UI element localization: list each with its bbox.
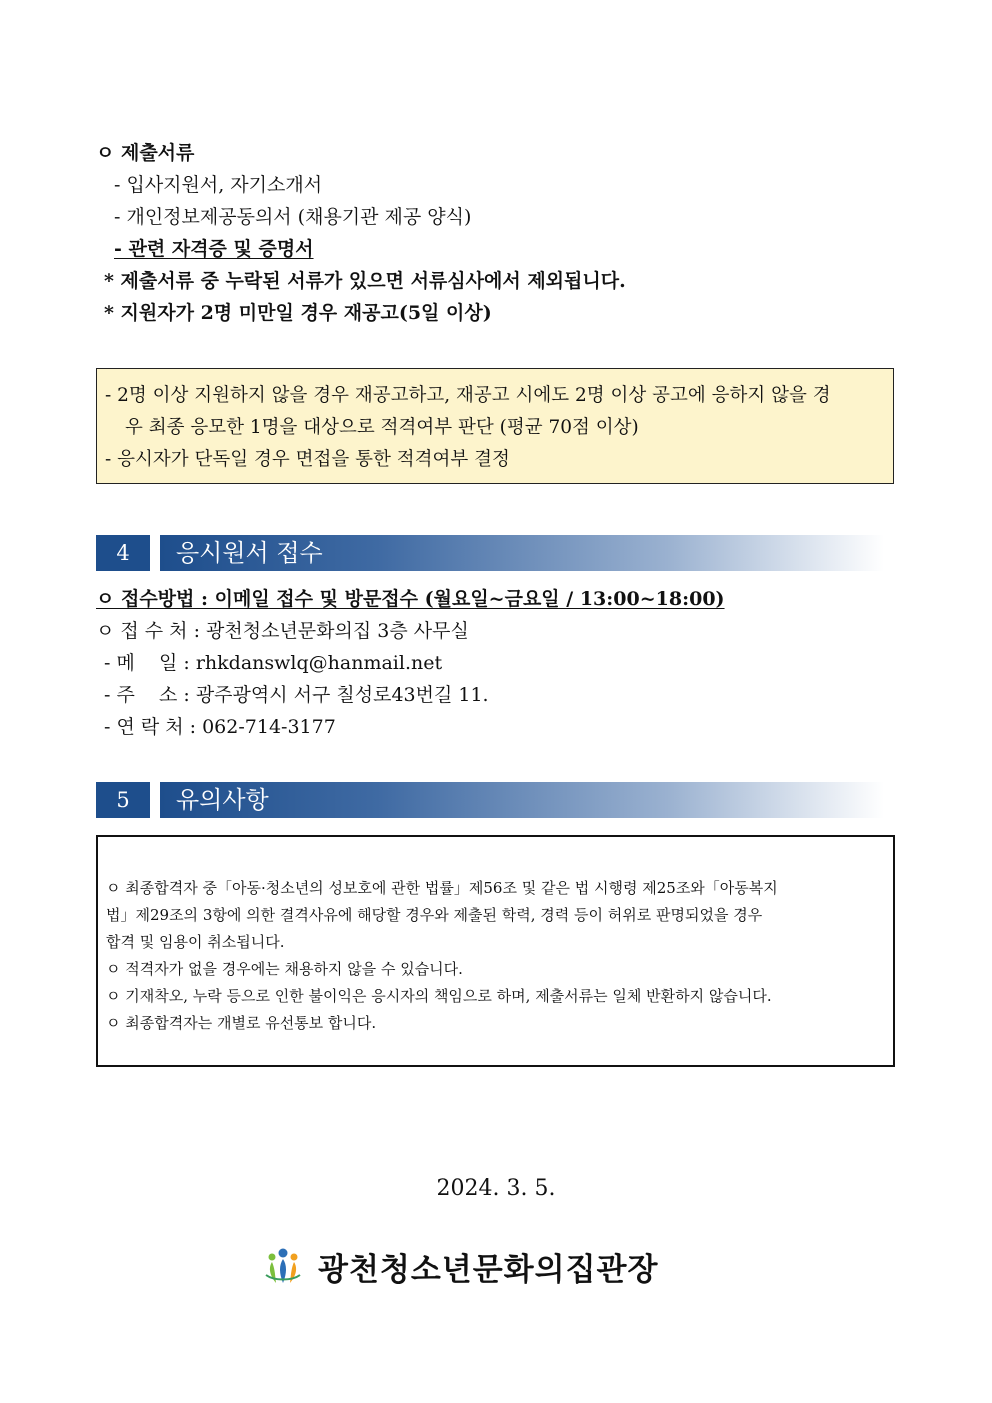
documents-item-2: - 개인정보제공동의서 (채용기관 제공 양식) bbox=[114, 206, 472, 228]
contact-phone-label: - 연 락 처 : bbox=[104, 716, 197, 738]
section-5-number: 5 bbox=[96, 782, 150, 818]
retender-line-3: - 응시자가 단독일 경우 면접을 통한 적격여부 결정 bbox=[105, 449, 510, 470]
section-5-title: 유의사항 bbox=[160, 782, 884, 818]
submission-place-value: 광천청소년문화의집 3층 사무실 bbox=[206, 620, 469, 642]
documents-heading: ㅇ 제출서류 bbox=[96, 142, 195, 164]
organization-logo-icon bbox=[262, 1245, 304, 1287]
submission-method: ㅇ 접수방법 : 이메일 접수 및 방문접수 (월요일~금요일 / 13:00~18:00) bbox=[96, 588, 725, 610]
retender-line-1: - 2명 이상 지원하지 않을 경우 재공고하고, 재공고 시에도 2명 이상 공고에 응하지 않을 경 bbox=[105, 385, 831, 406]
submission-place-label: ㅇ 접 수 처 : bbox=[96, 620, 200, 642]
retender-line-2: 우 최종 응모한 1명을 대상으로 적격여부 판단 (평균 70점 이상) bbox=[125, 417, 639, 438]
caution-line-6: ㅇ 최종합격자는 개별로 유선통보 합니다. bbox=[106, 1014, 377, 1032]
documents-note-2: * 지원자가 2명 미만일 경우 재공고(5일 이상) bbox=[104, 302, 492, 324]
caution-line-4: ㅇ 적격자가 없을 경우에는 채용하지 않을 수 있습니다. bbox=[106, 960, 463, 978]
signature-text: 광천청소년문화의집관장 bbox=[318, 1251, 659, 1288]
contact-address-label: - 주 소 : bbox=[104, 684, 190, 706]
documents-item-3 bbox=[114, 236, 314, 262]
contact-email-label: - 메 일 : bbox=[104, 652, 190, 674]
documents-item-3-text: - 관련 자격증 및 증명서 bbox=[114, 238, 314, 260]
caution-line-1: ㅇ 최종합격자 중「아동·청소년의 성보호에 관한 법률」제56조 및 같은 법 시행령 제25조와「아동복지 bbox=[106, 879, 778, 897]
contact-address-value: 광주광역시 서구 칠성로43번길 11. bbox=[195, 684, 489, 706]
documents-item-1: - 입사지원서, 자기소개서 bbox=[114, 174, 323, 196]
caution-line-3: 합격 및 임용이 취소됩니다. bbox=[106, 933, 285, 951]
section-4-title: 응시원서 접수 bbox=[160, 535, 884, 571]
caution-line-2: 법」제29조의 3항에 의한 결격사유에 해당할 경우와 제출된 학력, 경력 등이 허위로 판명되었을 경우 bbox=[106, 906, 763, 924]
submission-place bbox=[96, 618, 469, 644]
contact-email bbox=[104, 650, 442, 676]
contact-email-value[interactable]: rhkdanswlq@hanmail.net bbox=[195, 652, 443, 674]
documents-note-1: * 제출서류 중 누락된 서류가 있으면 서류심사에서 제외됩니다. bbox=[104, 270, 626, 292]
cautions-box bbox=[96, 835, 895, 1067]
signature-block bbox=[262, 1238, 658, 1294]
section-4-number: 4 bbox=[96, 535, 150, 571]
retender-notice-box bbox=[96, 368, 894, 484]
caution-line-5: ㅇ 기재착오, 누락 등으로 인한 불이익은 응시자의 책임으로 하며, 제출서류는 일체 반환하지 않습니다. bbox=[106, 987, 772, 1005]
contact-phone bbox=[104, 714, 336, 740]
contact-phone-value: 062-714-3177 bbox=[202, 716, 336, 738]
document-date: 2024. 3. 5. bbox=[436, 1176, 556, 1201]
contact-address bbox=[104, 682, 489, 708]
